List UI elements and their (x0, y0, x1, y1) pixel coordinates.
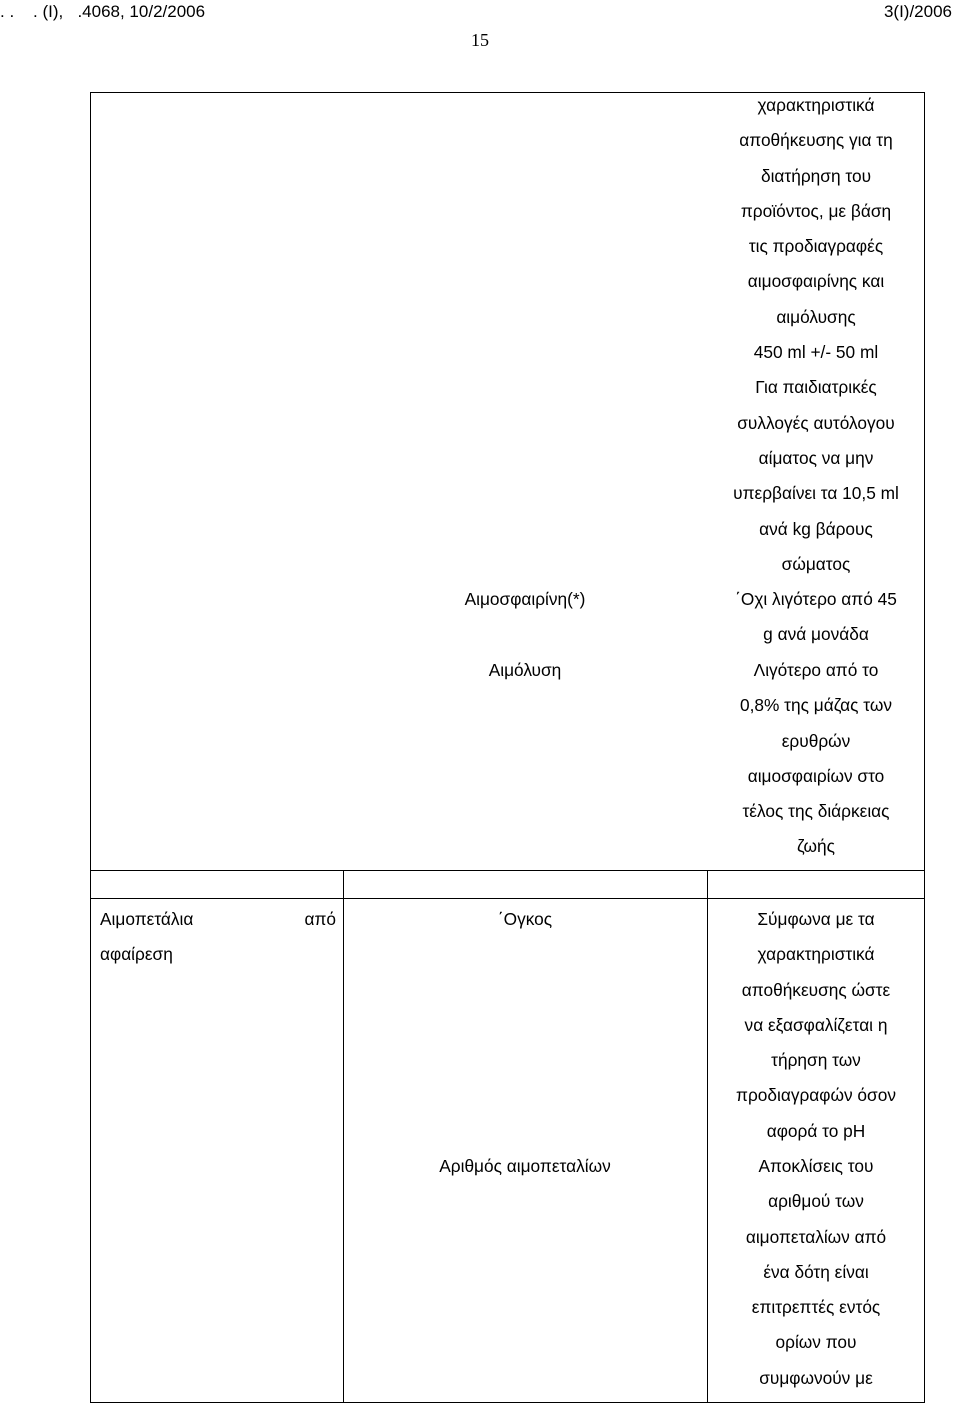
requirement-line: συλλογές αυτόλογου (737, 412, 895, 433)
requirement-line: αποθήκευσης για τη (739, 130, 893, 151)
requirement-line: αιμόλυσης (776, 306, 856, 327)
row-divider-1 (90, 870, 925, 871)
requirement-line: αφορά το pH (766, 1120, 866, 1141)
continuation-requirement-cell (710, 88, 922, 582)
requirement-line: χαρακτηριστικά (757, 95, 875, 115)
component-line-2: αφαίρεση (100, 944, 173, 965)
requirement-line: αιμοσφαιρίων στο (747, 765, 885, 786)
column-divider-1 (343, 870, 344, 1403)
requirement-line: επιτρεπτές εντός (751, 1297, 881, 1318)
requirement-line: 0,8% της μάζας των (739, 695, 892, 716)
running-header-left: . . . (Ι), .4068, 10/2/2006 (0, 2, 206, 21)
requirement-line: αιμοπεταλίων από (745, 1226, 887, 1247)
table-bottom-border (90, 1402, 925, 1403)
requirement-line: συμφωνούν με (759, 1367, 873, 1388)
requirement-line: ΄Οχι λιγότερο από 45 (735, 589, 897, 609)
requirement-line: ανά kg βάρους (759, 518, 873, 539)
page-number: 15 (471, 30, 489, 50)
parameter-label: ΄Ογκος (497, 909, 553, 929)
requirement-line: g ανά μονάδα (763, 624, 869, 645)
requirement-line: Για παιδιατρικές (755, 377, 877, 398)
requirement-line: Αποκλίσεις του (758, 1156, 874, 1176)
requirement-line: Σύμφωνα με τα (757, 909, 875, 929)
requirement-line: τέλος της διάρκειας (742, 801, 890, 822)
component-name: Αιμοπετάλια (100, 909, 194, 929)
requirement-line: υπερβαίνει τα 10,5 ml (733, 483, 899, 504)
platelet-count-parameter (346, 1149, 704, 1184)
requirement-line: 450 ml +/- 50 ml (753, 342, 879, 363)
requirement-line: τις προδιαγραφές (748, 236, 884, 257)
row-divider-2 (90, 898, 925, 899)
requirement-line: ένα δότη είναι (763, 1261, 869, 1282)
requirement-line: ζωής (797, 836, 835, 857)
requirement-line: αριθμού των (768, 1191, 864, 1212)
component-name-cont: από (304, 909, 336, 929)
table-left-border (90, 92, 91, 1403)
parameter-label: Αιμοσφαιρίνη(*) (464, 589, 586, 609)
hemolysis-requirement (710, 653, 922, 865)
platelet-count-requirement (710, 1149, 922, 1396)
hemoglobin-parameter (346, 582, 704, 617)
requirement-line: χαρακτηριστικά (757, 944, 875, 965)
requirement-line: Λιγότερο από το (753, 660, 879, 680)
requirement-line: διατήρηση του (760, 165, 872, 186)
requirement-line: αίματος να μην (758, 447, 874, 468)
requirement-line: προδιαγραφών όσον (736, 1085, 896, 1106)
component-line-1 (100, 902, 336, 937)
hemoglobin-requirement (710, 582, 922, 653)
hemolysis-parameter (346, 653, 704, 688)
requirement-line: να εξασφαλίζεται η (744, 1014, 888, 1035)
platelet-volume-requirement (710, 902, 922, 1149)
parameter-label: Αιμόλυση (488, 660, 562, 680)
parameter-label: Αριθμός αιμοπεταλίων (439, 1156, 611, 1176)
requirement-line: ορίων που (775, 1332, 857, 1353)
requirement-line: αποθήκευσης ώστε (741, 979, 891, 1000)
platelet-volume-parameter (346, 902, 704, 937)
platelets-component-cell (100, 902, 336, 973)
table-right-border (924, 92, 925, 1403)
requirement-line: προϊόντος, με βάση (740, 200, 892, 221)
requirement-line: ερυθρών (781, 730, 851, 751)
column-divider-2 (707, 870, 708, 1403)
requirement-line: σώματος (781, 553, 851, 574)
running-header-right: 3(Ι)/2006 (883, 2, 952, 21)
requirement-line: αιμοσφαιρίνης και (747, 271, 885, 292)
requirement-line: τήρηση των (771, 1050, 861, 1071)
